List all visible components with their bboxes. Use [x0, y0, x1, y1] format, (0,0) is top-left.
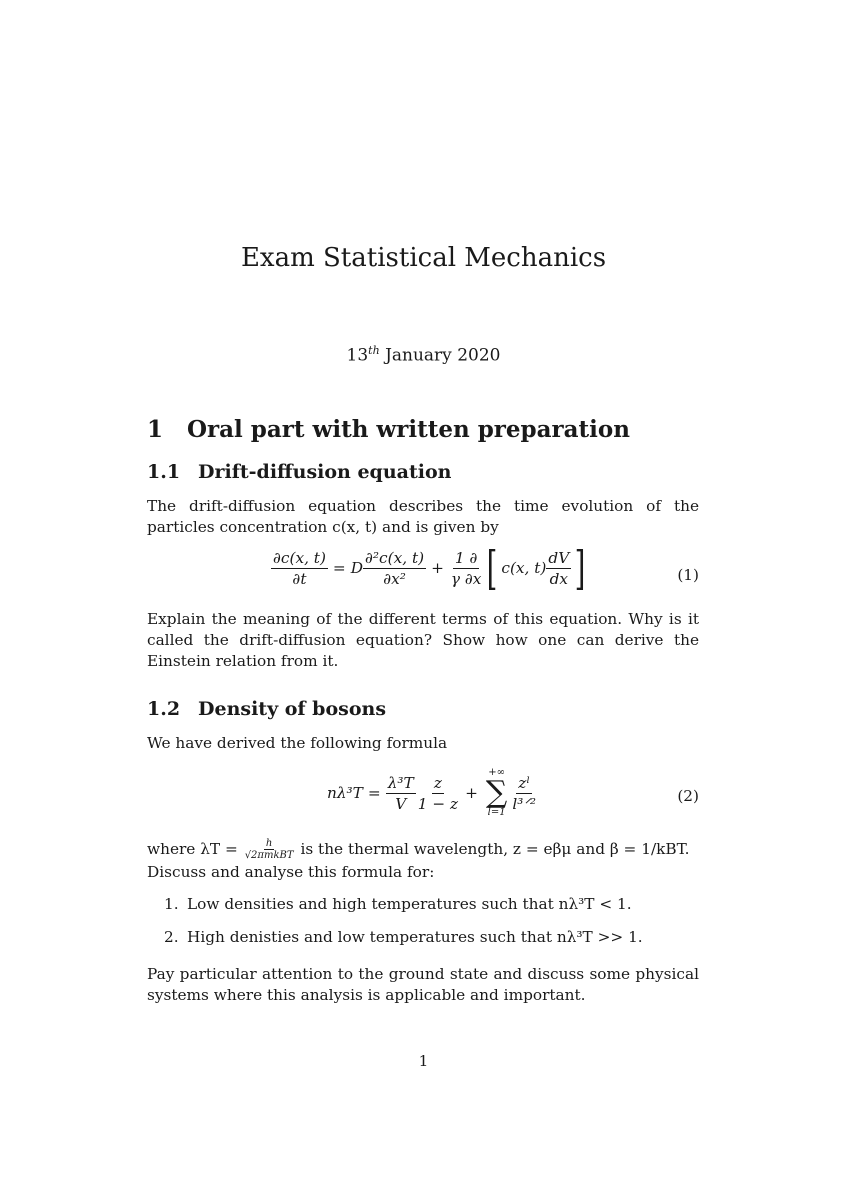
eq2-series-term: $\frac{\text{zˡ}}{\text{l³ᐟ²}}$: [512, 773, 536, 813]
subsection-1-1-title: Drift-diffusion equation: [198, 461, 452, 483]
document-title: Exam Statistical Mechanics: [240, 243, 607, 273]
subsection-1-1-number: 1.1: [147, 461, 181, 483]
bosons-closing: Pay particular attention to the ground state and discuss some physical systems where this analysis is applicable and important.: [147, 965, 699, 1004]
eq2-sum: [486, 767, 507, 819]
date-suffix: th: [368, 344, 380, 357]
eq2-sum-upper: +∞: [488, 767, 505, 778]
bosons-where-text: [147, 838, 699, 883]
eq2-lhs: nλ³T: [327, 784, 363, 802]
eq1-diffusion-term: $\frac{\text{∂²c(x, t)}}{\text{∂x²}}$: [365, 548, 425, 588]
eq1-drift-prefactor: $\frac{1 \partial}{\gamma \partial x}$: [450, 548, 482, 588]
subsection-1-1-heading: [147, 461, 451, 483]
drift-diffusion-intro: The drift-diffusion equation describes the time evolution of the particles concentration c(x, t) and is given by: [147, 497, 699, 536]
document-date: [0, 344, 847, 366]
section-1-title: Oral part with written preparation: [187, 416, 630, 443]
eq2-lambda-over-v: $\frac{\text{λ³T}}{V}$: [387, 773, 414, 813]
eq1-equals: =: [332, 559, 346, 577]
eq1-right-bracket: ]: [574, 541, 586, 595]
subsection-1-2-title: Density of bosons: [198, 698, 387, 720]
list-item: 2. High denisties and low temperatures such that nλ³T >> 1.: [164, 928, 643, 946]
eq2-z-over-1-minus-z: $\frac{z}{1 - z}$: [417, 773, 459, 813]
date-day: 13: [346, 345, 369, 366]
page-number: 1: [418, 1052, 429, 1070]
equation-1: [147, 541, 699, 604]
analysis-list: [147, 894, 699, 960]
eq1-D: D: [350, 559, 364, 577]
eq2-equals: =: [367, 784, 381, 802]
thermal-wavelength-fraction: $\frac{h}{\text{√2πmkBT}}$: [244, 838, 294, 861]
eq1-inner-c: c(x, t): [501, 559, 547, 577]
equation-2: [147, 765, 699, 829]
where-lambda: where λT =: [147, 840, 238, 858]
equation-1-number: (1): [677, 566, 699, 584]
eq2-sum-lower: l=1: [487, 807, 506, 818]
subsection-1-2-number: 1.2: [147, 698, 181, 720]
date-rest: January 2020: [379, 345, 501, 366]
drift-diffusion-question: Explain the meaning of the different terms of this equation. Why is it called the drift-diffusion equation? Show how one can derive the Einstein relation from it.: [147, 610, 699, 670]
equation-2-number: (2): [677, 787, 699, 805]
where-rest: is the thermal wavelength, z = eβμ and β = 1/kBT.: [300, 840, 690, 858]
eq1-plus: +: [431, 559, 444, 577]
eq1-left-bracket: [: [487, 541, 498, 595]
bosons-intro: We have derived the following formula: [147, 734, 448, 752]
sigma-icon: ∑: [485, 775, 508, 810]
section-1-heading: [147, 416, 630, 443]
subsection-1-2-heading: [147, 698, 386, 720]
eq1-dv-dx: $\frac{dV}{dx}$: [548, 548, 570, 588]
eq1-lhs: $\frac{\partial c(x, t)}{\partial t}$: [273, 548, 326, 588]
list-item: 1. Low densities and high temperatures such that nλ³T < 1.: [164, 895, 632, 913]
discuss-prompt: Discuss and analyse this formula for:: [147, 863, 435, 881]
section-1-number: 1: [147, 416, 164, 443]
eq2-plus: +: [465, 784, 478, 802]
